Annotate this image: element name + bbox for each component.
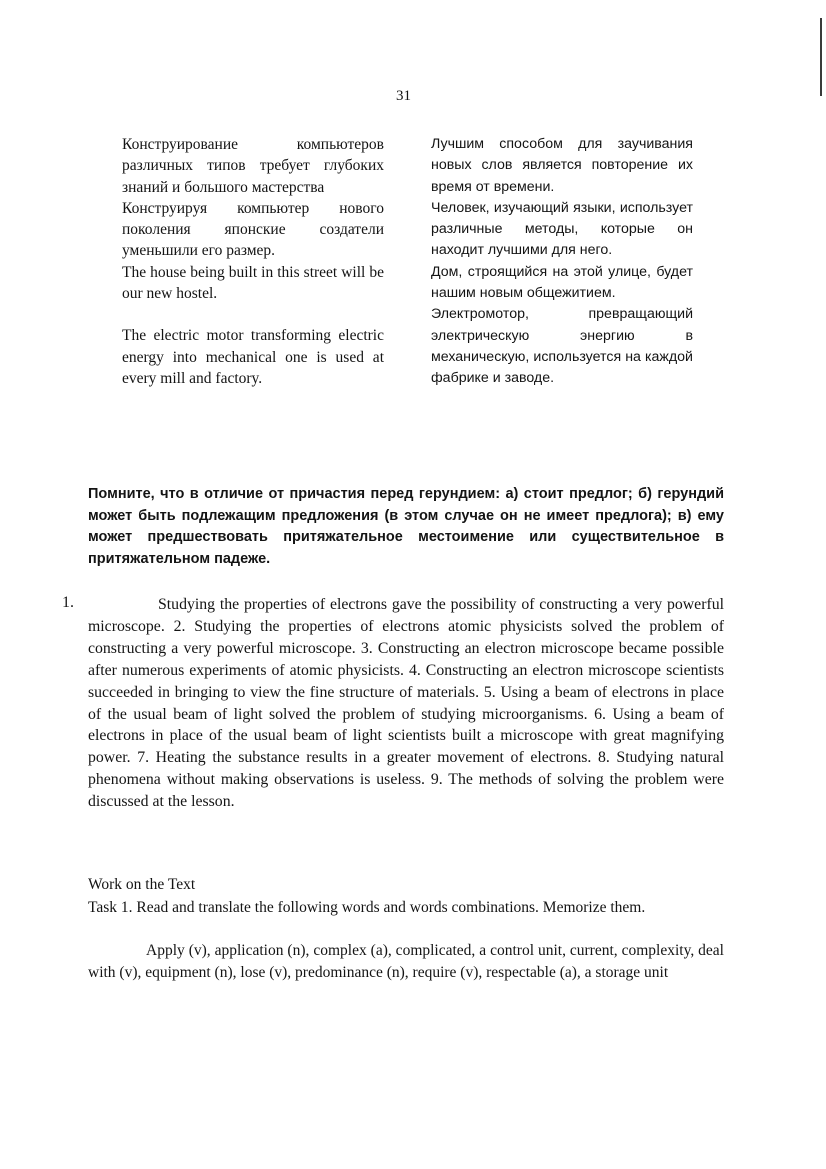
exercise-text: Studying the properties of electrons gave the possibility of constructing a very powerful microscope. 2. Studying the properties of electrons atomic physicists solved the problem of constructing a very powerful microscope. 3. Constructing an electron microscope became possible after numerous experiments of atomic physicists. 4. Constructing an electron microscope scientists succeeded in bringing to view the fine structure of materials. 5. Using a beam of electrons in place of the usual beam of light solved the problem of studying microorganisms. 6. Using a beam of electrons in place of the usual beam of light scientists built a microscope with great magnifying power. 7. Heating the substance results in a greater movement of electrons. 8. Studying natural phenomena without making observations is useless. 9. The methods of solving the problem were discussed at the lesson. bbox=[88, 596, 724, 811]
example-right-1: Лучшим способом для заучивания новых слов является повторение их время от времени. bbox=[431, 136, 693, 195]
examples-left-column bbox=[122, 134, 384, 389]
example-left-4: The electric motor transforming electric energy into mechanical one is used at every mill and factory. bbox=[122, 327, 384, 387]
page-number: 31 bbox=[396, 88, 411, 104]
example-left-3: The house being built in this street will be our new hostel. bbox=[122, 263, 384, 303]
section-heading: Work on the Text bbox=[88, 876, 196, 893]
example-left-2: Конструируя компьютер нового поколения японские создатели уменьшили его размер. bbox=[122, 199, 384, 260]
exercise-number: 1. bbox=[62, 594, 74, 611]
example-right-2: Человек, изучающий языки, использует различные методы, которые он находит лучшими для него. bbox=[431, 199, 693, 259]
grammar-rule-note: Помните, что в отличие от причастия перед герундием: а) стоит предлог; б) герундий может быть подлежащим предложения (в этом случае он не имеет предлога); в) ему может предшествовать притяжательное местоимение или существительное в притяжательном падеже. bbox=[88, 486, 724, 567]
example-right-4: Электромотор, превращающий электрическую энергию в механическую, используется на каждой фабрике и заводе. bbox=[431, 306, 693, 387]
page-edge-line bbox=[820, 18, 822, 96]
task-instruction: Task 1. Read and translate the following words and words combinations. Memorize them. bbox=[88, 899, 646, 916]
vocabulary-list: Apply (v), application (n), complex (a), complicated, a control unit, current, complexity, deal with (v), equipment (n), lose (v), predominance (n), require (v), respectable (a), a storage unit bbox=[88, 942, 724, 981]
example-left-1: Конструирование компьютеров различных типов требует глубоких знаний и большого мастерства bbox=[122, 136, 384, 196]
examples-right-column bbox=[431, 134, 693, 390]
example-right-3: Дом, строящийся на этой улице, будет нашим новым общежитием. bbox=[431, 263, 693, 302]
